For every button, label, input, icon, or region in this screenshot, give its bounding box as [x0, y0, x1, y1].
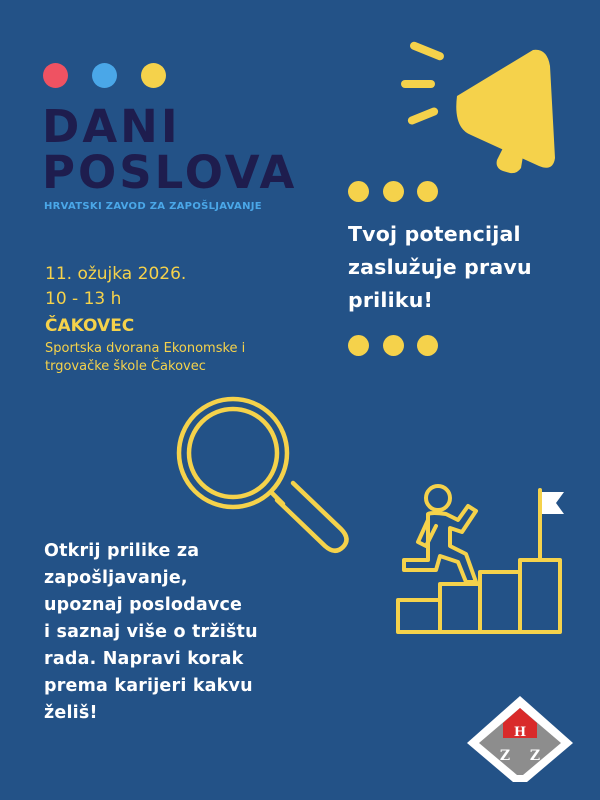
body-line-2: zapošljavanje, — [44, 568, 188, 588]
tagline-line-2: zaslužuje pravu — [348, 255, 532, 279]
yellow-dot — [417, 181, 438, 202]
yellow-dot — [348, 335, 369, 356]
tagline — [348, 218, 588, 317]
yellow-dot — [383, 335, 404, 356]
tagline-line-1: Tvoj potencijal — [348, 222, 521, 246]
body-line-5: rada. Napravi korak — [44, 649, 244, 669]
yellow-dot — [383, 181, 404, 202]
title-line-1: DANI — [42, 100, 181, 153]
body-line-1: Otkrij prilike za — [44, 541, 200, 561]
logo-letter-z1: Z — [499, 748, 511, 764]
body-line-7: želiš! — [44, 703, 98, 723]
event-city: ČAKOVEC — [45, 316, 135, 336]
event-date: 11. ožujka 2026. — [45, 264, 187, 284]
body-line-4: i saznaj više o tržištu — [44, 622, 258, 642]
megaphone-icon — [395, 40, 585, 180]
yellow-dot — [348, 181, 369, 202]
tagline-line-3: priliku! — [348, 288, 434, 312]
hzz-logo — [465, 694, 575, 784]
subtitle: HRVATSKI ZAVOD ZA ZAPOŠLJAVANJE — [44, 201, 262, 212]
logo-letter-h: H — [513, 725, 527, 740]
flag — [542, 492, 564, 514]
yellow-dot — [141, 63, 166, 88]
yellow-dot — [417, 335, 438, 356]
event-time: 10 - 13 h — [45, 289, 122, 309]
event-venue — [45, 340, 325, 376]
body-line-3: upoznaj poslodavce — [44, 595, 243, 615]
venue-line-2: trgovačke škole Čakovec — [45, 359, 206, 374]
logo-letter-z2: Z — [529, 748, 541, 764]
red-dot — [43, 63, 68, 88]
body-line-6: prema karijeri kakvu — [44, 676, 253, 696]
title-line-2: POSLOVA — [42, 146, 298, 199]
career-steps-icon — [392, 484, 567, 636]
body-text — [44, 538, 324, 727]
blue-dot — [92, 63, 117, 88]
venue-line-1: Sportska dvorana Ekonomske i — [45, 341, 246, 356]
